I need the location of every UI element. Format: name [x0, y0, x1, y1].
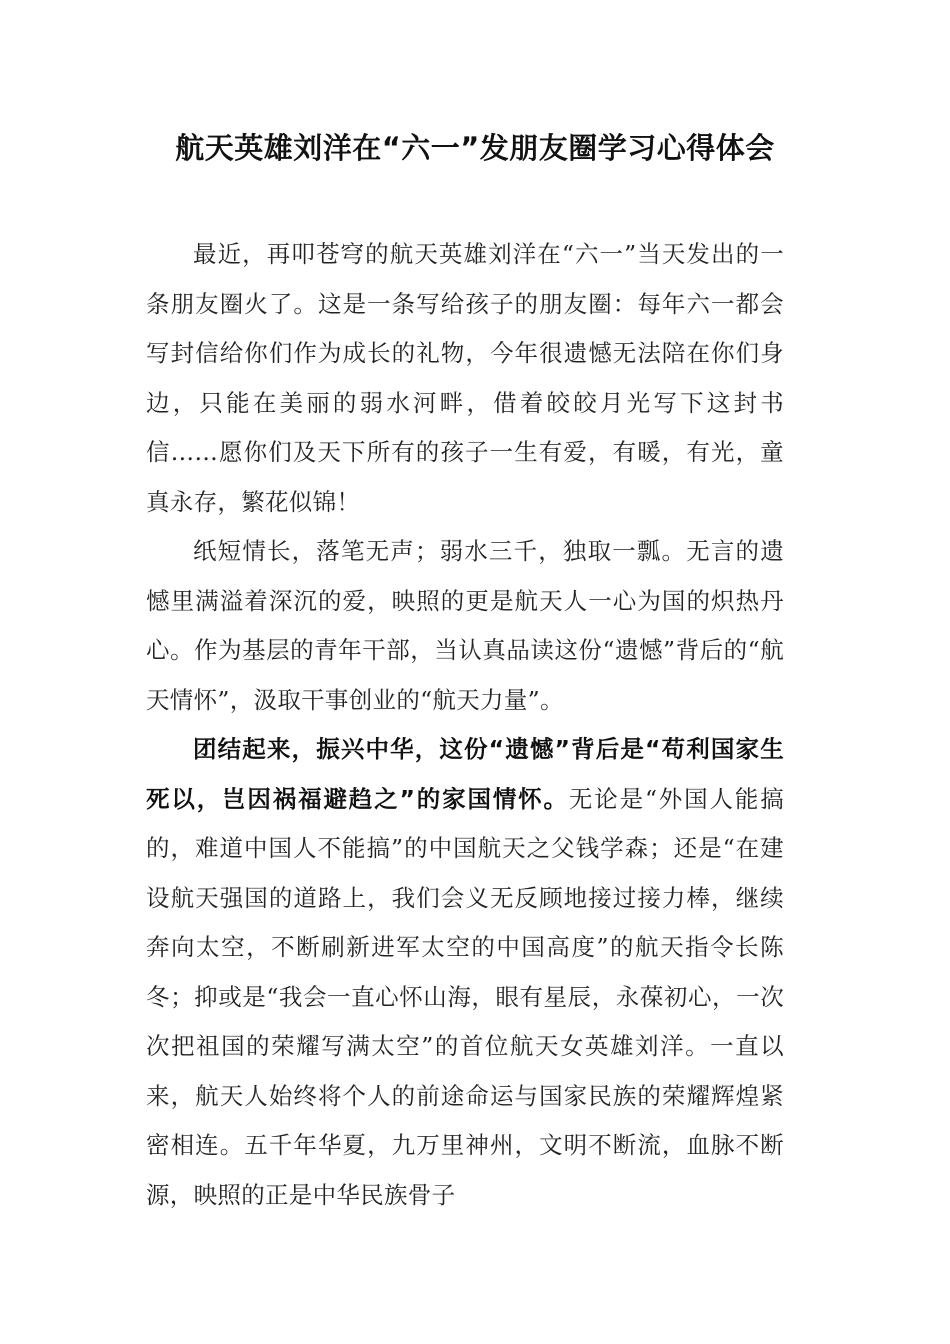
document-body — [146, 230, 784, 1220]
paragraph-3-text: 无论是“外国人能搞的，难道中国人不能搞”的中国航天之父钱学森；还是“在建设航天强国的道路上，我们会义无反顾地接过接力棒，继续奔向太空，不断刷新进军太空的中国高度”的航天指令长陈冬；抑或是“我会一直心怀山海，眼有星辰，永葆初心，一次次把祖国的荣耀写满太空”的首位航天女英雄刘洋。一直以来，航天人始终将个人的前途命运与国家民族的荣耀辉煌紧密相连。五千年华夏，九万里神州，文明不断流，血脉不断源，映照的正是中华民族骨子 — [146, 784, 784, 1209]
paragraph-2 — [146, 527, 784, 725]
paragraph-1-text: 最近，再叩苍穹的航天英雄刘洋在“六一”当天发出的一条朋友圈火了。这是一条写给孩子的朋友圈：每年六一都会写封信给你们作为成长的礼物，今年很遗憾无法陪在你们身边，只能在美丽的弱水河畔，借着皎皎月光写下这封书信……愿你们及天下所有的孩子一生有爱，有暖，有光，童真永存，繁花似锦！ — [146, 240, 784, 516]
document-title: 航天英雄刘洋在“六一”发朋友圈学习心得体会 — [175, 131, 775, 165]
paragraph-1 — [146, 230, 784, 527]
paragraph-3 — [146, 725, 784, 1220]
paragraph-2-text: 纸短情长，落笔无声；弱水三千，独取一瓢。无言的遗憾里满溢着深沉的爱，映照的更是航天人一心为国的炽热丹心。作为基层的青年干部，当认真品读这份“遗憾”背后的“航天情怀”，汲取干事创业的“航天力量”。 — [146, 537, 784, 714]
paragraph-3-lead-bold: 团结起来，振兴中华，这份“遗憾”背后是“苟利国家生死以，岂因祸福避趋之”的家国情怀。 — [146, 735, 784, 813]
